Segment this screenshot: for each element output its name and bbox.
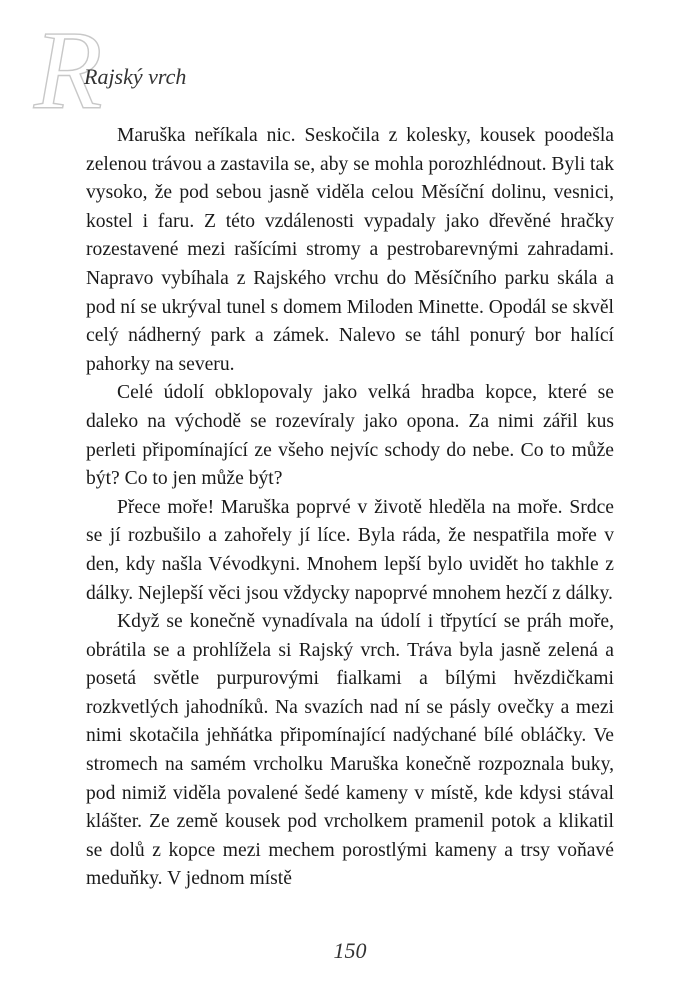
paragraph: Maruška neříkala nic. Seskočila z kolesky, kousek poodešla zelenou trávou a zastavila se, aby se mohla porozhlédnout. Byli tak vysoko, že pod sebou jasně viděla celou Měsíční dolinu, vesnici, kostel i faru. Z této vzdálenosti vypadaly jako dřevěné hračky rozestavené mezi rašícími stromy a pestrobarevnými zahradami. Napravo vybíhala z Rajského vrchu do Měsíčního parku skála a pod ní se ukrýval tunel s domem Miloden Minette. Opodál se skvěl celý nádherný park a zámek. Nalevo se táhl ponurý bor halící pahorky na severu.	[86, 125, 614, 375]
page-number: 150	[333, 938, 367, 963]
page-body-text	[86, 122, 614, 894]
paragraph: Celé údolí obklopovaly jako velká hradba kopce, které se daleko na východě se rozevíraly jako opona. Za nimi zářil kus perleti připomínající ze všeho nejvíc schody do nebe. Co to může být? Co to jen může být?	[86, 382, 614, 490]
running-header	[30, 18, 290, 128]
chapter-title: Rajský vrch	[84, 64, 187, 89]
svg-text:R: R	[34, 18, 103, 118]
paragraph: Když se konečně vynadívala na údolí i třpytící se práh moře, obrátila se a prohlížela si Rajský vrch. Tráva byla jasně zelená a posetá světle purpurovými fialkami a bílými hvězdičkami rozkvetlých jahodníků. Na svazích nad ní se pásly ovečky a mezi nimi skotačila jehňátka připomínající nadýchané bílé obláčky. Ve stromech na samém vrcholku Maruška konečně rozpoznala buky, pod nimiž viděla povalené šedé kameny v místě, kde kdysi stával klášter. Ze země kousek pod vrcholkem pramenil potok a klikatil se dolů z kopce mezi mechem porostlými kameny a trsy voňavé meduňky. V jednom místě	[86, 611, 614, 890]
paragraph: Přece moře! Maruška poprvé v životě hleděla na moře. Srdce se jí rozbušilo a zahořely jí líce. Byla ráda, že nespatřila moře v den, kdy našla Vévodkyni. Mnohem lepší bylo uvidět ho takhle z dálky. Nejlepší věci jsou vždycky napoprvé mnohem hezčí z dálky.	[86, 496, 614, 604]
